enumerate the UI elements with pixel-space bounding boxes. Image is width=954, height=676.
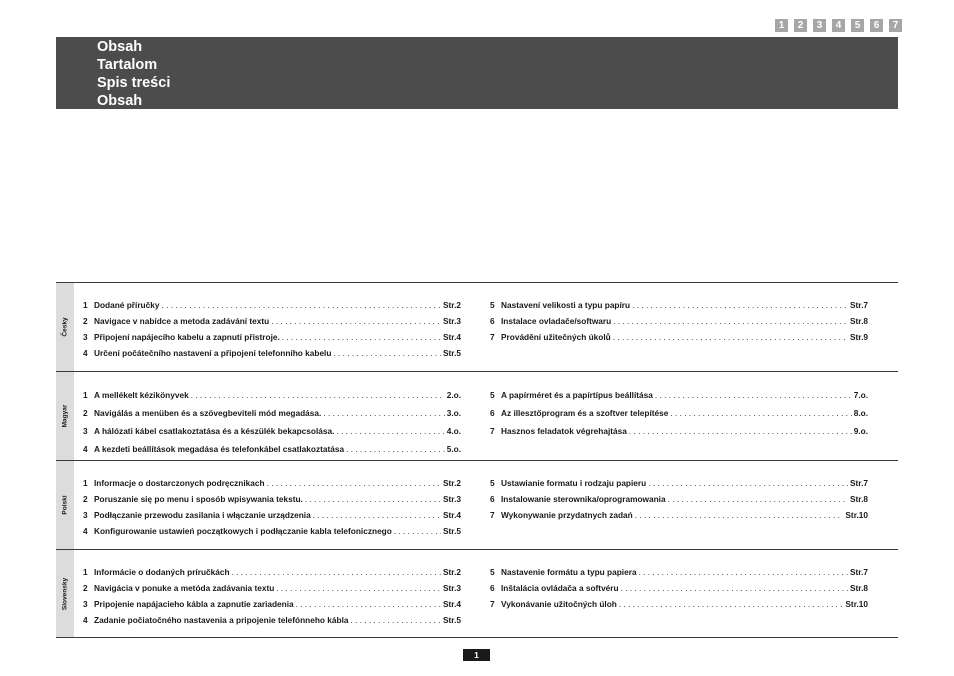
toc-entry-title: Určení počátečního nastavení a připojení telefonního kabelu [94, 348, 332, 358]
toc-entry-page: Str.2 [443, 478, 461, 488]
toc-entry[interactable] [83, 422, 461, 440]
toc-entry-title: A kezdeti beállítások megadása és telefonkábel csatlakoztatása [94, 444, 345, 454]
toc-entry-title: Az illesztőprogram és a szoftver telepítése [501, 408, 669, 418]
toc-entry-number: 1 [83, 478, 88, 488]
toc-entry-number: 3 [83, 510, 88, 520]
toc-entry-page: Str.4 [443, 599, 461, 609]
toc-entry-number: 7 [490, 510, 495, 520]
toc-entry[interactable] [83, 491, 461, 507]
toc-entry-page: Str.3 [443, 583, 461, 593]
toc-leader-dots [668, 491, 848, 507]
toc-entry[interactable] [83, 580, 461, 596]
toc-entry-number: 7 [490, 599, 495, 609]
toc-leader-dots [613, 313, 848, 329]
page-title-slovak: Obsah [97, 93, 143, 109]
toc-section-hu [56, 371, 898, 460]
toc-entry-title: Podłączanie przewodu zasilania i włączanie urządzenia [94, 510, 311, 520]
toc-leader-dots [394, 523, 441, 539]
toc-entry-title: Pripojenie napájacieho kábla a zapnutie zariadenia [94, 599, 294, 609]
toc-entry-number: 6 [490, 316, 495, 326]
toc-entry[interactable] [490, 297, 868, 313]
language-tab [56, 372, 74, 460]
toc-entry[interactable] [83, 596, 461, 612]
toc-entry[interactable] [490, 404, 868, 422]
toc-entry-title: Připojení napájecího kabelu a zapnutí přístroje. [94, 332, 280, 342]
chapter-tab-7[interactable]: 7 [889, 19, 902, 32]
toc-entry-title: Nastavení velikosti a typu papíru [501, 300, 631, 310]
toc-entry[interactable] [490, 580, 868, 596]
toc-entry-title: Instalace ovladače/softwaru [501, 316, 612, 326]
toc-entry[interactable] [83, 523, 461, 539]
toc-leader-dots [191, 386, 445, 404]
toc-entry[interactable] [490, 507, 868, 523]
toc-entry-page: Str.8 [850, 316, 868, 326]
toc-entry-title: Provádění užitečných úkolů [501, 332, 611, 342]
language-label: Magyar [61, 404, 69, 428]
toc-section-cz [56, 282, 898, 371]
toc-entry[interactable] [490, 491, 868, 507]
toc-leader-dots [635, 507, 844, 523]
toc-entry[interactable] [83, 564, 461, 580]
toc-entry-page: Str.7 [850, 567, 868, 577]
toc-entry-page: Str.10 [845, 599, 868, 609]
toc-section-sk [56, 549, 898, 638]
toc-entry[interactable] [83, 297, 461, 313]
language-tab [56, 550, 74, 637]
toc-leader-dots [271, 313, 441, 329]
toc-entry-title: Hasznos feladatok végrehajtása [501, 426, 627, 436]
toc-entry-number: 4 [83, 444, 88, 454]
toc-entry-page: Str.7 [850, 478, 868, 488]
toc-entry-page: Str.4 [443, 510, 461, 520]
toc-leader-dots [305, 491, 441, 507]
toc-leader-dots [670, 404, 851, 422]
toc-entry-page: 4.o. [446, 426, 461, 436]
toc-entry-page: 9.o. [853, 426, 868, 436]
toc-entry-title: A hálózati kábel csatlakoztatása és a készülék bekapcsolása. [94, 426, 335, 436]
toc-entry-title: Navigálás a menüben és a szövegbeviteli mód megadása. [94, 408, 322, 418]
toc-leader-dots [333, 345, 441, 361]
toc-leader-dots [621, 580, 848, 596]
toc-entry-page: 3.o. [446, 408, 461, 418]
toc-leader-dots [629, 422, 852, 440]
toc-entry-page: 5.o. [446, 444, 461, 454]
toc-entry[interactable] [490, 422, 868, 440]
toc-entry-page: Str.5 [443, 526, 461, 536]
toc-entry-title: Wykonywanie przydatnych zadań [501, 510, 633, 520]
toc-column-right [490, 564, 868, 612]
toc-entry-title: Zadanie počiatočného nastavenia a pripojenie telefónneho kábla [94, 615, 349, 625]
toc-entry[interactable] [490, 329, 868, 345]
toc-leader-dots [161, 297, 441, 313]
language-label: Slovensky [61, 577, 69, 610]
toc-entry-page: 2.o. [446, 390, 461, 400]
language-label: Polski [61, 495, 69, 515]
toc-entry[interactable] [490, 386, 868, 404]
toc-entry-title: Inštalácia ovládača a softvéru [501, 583, 619, 593]
chapter-tabs [775, 19, 902, 32]
toc-entry-page: Str.8 [850, 494, 868, 504]
toc-entry-title: A papírméret és a papírtípus beállítása [501, 390, 653, 400]
toc-leader-dots [282, 329, 441, 345]
toc-entry-number: 6 [490, 408, 495, 418]
toc-entry-number: 5 [490, 390, 495, 400]
toc-leader-dots [632, 297, 848, 313]
toc-entry-page: Str.3 [443, 494, 461, 504]
page-number: 1 [463, 649, 490, 661]
toc-entry-page: Str.2 [443, 300, 461, 310]
toc-entry-title: Instalowanie sterownika/oprogramowania [501, 494, 666, 504]
toc-entry-number: 4 [83, 526, 88, 536]
toc-column-right [490, 386, 868, 440]
toc-entry-number: 5 [490, 478, 495, 488]
toc-entry[interactable] [490, 564, 868, 580]
toc-entry-page: Str.10 [845, 510, 868, 520]
page-titles [97, 38, 170, 110]
toc-entry[interactable] [83, 329, 461, 345]
toc-column-right [490, 297, 868, 345]
toc-entry-number: 1 [83, 300, 88, 310]
toc-entry-page: Str.9 [850, 332, 868, 342]
toc-entry-number: 3 [83, 332, 88, 342]
toc-entry[interactable] [83, 507, 461, 523]
language-label: Česky [61, 317, 69, 337]
toc-entry-page: Str.5 [443, 348, 461, 358]
toc-entry-title: Konfigurowanie ustawień początkowych i podłączanie kabla telefonicznego [94, 526, 392, 536]
toc-entry[interactable] [83, 612, 461, 628]
toc-entry-page: Str.7 [850, 300, 868, 310]
toc-entry[interactable] [83, 404, 461, 422]
toc-entry-number: 2 [83, 316, 88, 326]
toc-entry-title: Informácie o dodaných príručkách [94, 567, 230, 577]
toc-leader-dots [639, 564, 848, 580]
toc-leader-dots [296, 596, 441, 612]
toc-entry-title: Informacje o dostarczonych podręcznikach [94, 478, 265, 488]
toc-leader-dots [346, 440, 445, 458]
toc-entry-number: 5 [490, 300, 495, 310]
toc-leader-dots [313, 507, 441, 523]
chapter-tab-2[interactable]: 2 [794, 19, 807, 32]
toc-leader-dots [648, 475, 848, 491]
toc-entry-page: Str.8 [850, 583, 868, 593]
toc-entry[interactable] [490, 475, 868, 491]
toc-leader-dots [351, 612, 442, 628]
toc-entry-title: Navigace v nabídce a metoda zadávání textu [94, 316, 270, 326]
toc-column-right [490, 475, 868, 523]
title-banner [56, 37, 898, 109]
page-title-czech: Obsah [97, 39, 143, 55]
toc-entry-title: Poruszanie się po menu i sposób wpisywania tekstu. [94, 494, 303, 504]
toc-entry-page: 7.o. [853, 390, 868, 400]
toc-entry-title: A mellékelt kézikönyvek [94, 390, 189, 400]
toc-entry-page: Str.2 [443, 567, 461, 577]
chapter-tab-3[interactable]: 3 [813, 19, 826, 32]
toc-entry-number: 2 [83, 583, 88, 593]
toc-section-pl [56, 460, 898, 549]
toc-entry-number: 1 [83, 390, 88, 400]
toc-entry[interactable] [83, 440, 461, 458]
chapter-tab-4[interactable]: 4 [832, 19, 845, 32]
toc-entry-number: 1 [83, 567, 88, 577]
language-tab [56, 461, 74, 549]
toc-leader-dots [267, 475, 441, 491]
chapter-tab-6[interactable]: 6 [870, 19, 883, 32]
toc-column-left [83, 564, 461, 628]
toc-column-left [83, 297, 461, 361]
toc-entry-page: Str.3 [443, 316, 461, 326]
toc-entry-title: Vykonávanie užitočných úloh [501, 599, 617, 609]
toc-entry-title: Dodané příručky [94, 300, 160, 310]
toc-entry-page: 8.o. [853, 408, 868, 418]
toc-leader-dots [276, 580, 441, 596]
toc-column-left [83, 386, 461, 458]
language-tab [56, 283, 74, 371]
toc-leader-dots [655, 386, 852, 404]
page-title-hungarian: Tartalom [97, 57, 158, 73]
toc-entry-number: 2 [83, 408, 88, 418]
toc-entry[interactable] [83, 386, 461, 404]
toc-entry-number: 7 [490, 332, 495, 342]
toc-entry[interactable] [83, 313, 461, 329]
toc-entry-title: Nastavenie formátu a typu papiera [501, 567, 637, 577]
toc-entry-number: 6 [490, 494, 495, 504]
toc-leader-dots [619, 596, 844, 612]
toc-entry-title: Navigácia v ponuke a metóda zadávania textu [94, 583, 275, 593]
page-title-polish: Spis treści [97, 75, 171, 91]
toc-entry[interactable] [83, 345, 461, 361]
toc-leader-dots [232, 564, 441, 580]
toc-entry-number: 4 [83, 615, 88, 625]
toc-entry-number: 3 [83, 426, 88, 436]
toc-leader-dots [336, 422, 444, 440]
toc-entry-number: 3 [83, 599, 88, 609]
toc-entry-number: 6 [490, 583, 495, 593]
toc-entry-number: 2 [83, 494, 88, 504]
toc-entry-number: 7 [490, 426, 495, 436]
toc-column-left [83, 475, 461, 539]
toc-entry[interactable] [83, 475, 461, 491]
chapter-tab-5[interactable]: 5 [851, 19, 864, 32]
toc-leader-dots [613, 329, 848, 345]
toc-leader-dots [323, 404, 444, 422]
toc-entry-page: Str.4 [443, 332, 461, 342]
toc-entry-title: Ustawianie formatu i rodzaju papieru [501, 478, 647, 488]
toc-entry-page: Str.5 [443, 615, 461, 625]
chapter-tab-1[interactable]: 1 [775, 19, 788, 32]
toc-entry-number: 5 [490, 567, 495, 577]
toc-entry-number: 4 [83, 348, 88, 358]
toc-entry[interactable] [490, 313, 868, 329]
toc-entry[interactable] [490, 596, 868, 612]
